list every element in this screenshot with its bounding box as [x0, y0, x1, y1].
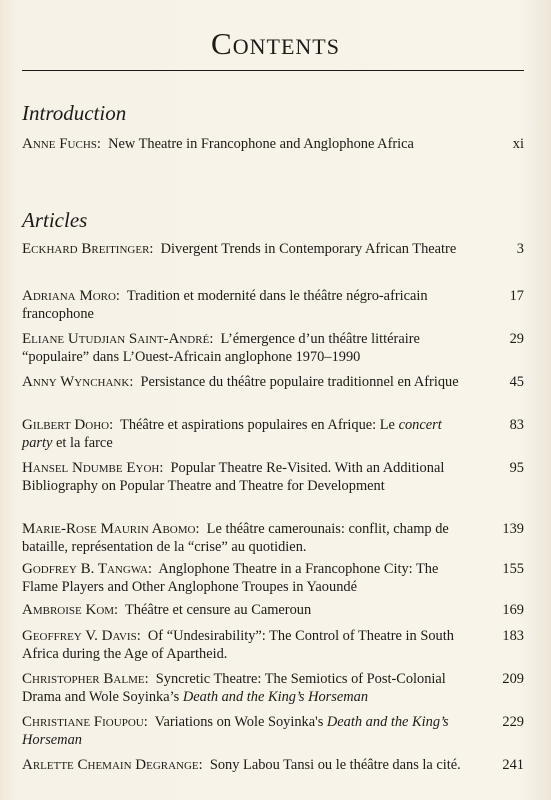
toc-entry[interactable] [22, 756, 524, 774]
entry-page-number: 17 [509, 288, 524, 304]
toc-entry[interactable] [22, 520, 524, 557]
toc-entry[interactable] [22, 373, 524, 391]
toc-entry[interactable] [22, 627, 524, 664]
toc-entry[interactable] [22, 135, 524, 153]
entry-title-part: Variations on Wole Soyinka's [154, 714, 327, 730]
entry-text: Hansel Ndumbe Eyoh: Popular Theatre Re-Visited. With an Additional Bibliography on Popular Theatre and Theatre for Development [22, 460, 445, 495]
entry-text: Christiane Fioupou: Variations on Wole Soyinka's Death and the King’s Horseman [22, 714, 449, 749]
entry-author: Eckhard Breitinger [22, 241, 150, 257]
entry-page-number: 83 [509, 417, 524, 433]
entry-text: Marie-Rose Maurin Abomo: Le théâtre camerounais: conflit, champ de bataille, représentation de la “crise” au quotidien. [22, 521, 449, 556]
toc-entry[interactable] [22, 560, 524, 597]
entry-title: Théâtre et censure au Cameroun [124, 602, 312, 618]
entry-title: Persistance du théâtre populaire traditionnel en Afrique [140, 374, 459, 390]
entry-author: Christiane Fioupou [22, 714, 144, 730]
entry-page-number: 209 [502, 671, 524, 687]
entry-text: Adriana Moro: Tradition et modernité dans le théâtre négro-africain francophone [22, 288, 428, 323]
entry-author: Godfrey B. Tangwa [22, 561, 148, 577]
entry-text: Eckhard Breitinger: Divergent Trends in Contemporary African Theatre [22, 241, 457, 257]
entry-title-italic: concert party [22, 417, 442, 452]
entry-author: Hansel Ndumbe Eyoh [22, 460, 160, 476]
entry-text: Geoffrey V. Davis: Of “Undesirability”: The Control of Theatre in South Africa during the Age of Apartheid. [22, 628, 454, 663]
entry-text: Anny Wynchank: Persistance du théâtre populaire traditionnel en Afrique [22, 374, 459, 390]
entry-text: Gilbert Doho: Théâtre et aspirations populaires en Afrique: Le concert party et la farce [22, 417, 442, 452]
entry-title: New Theatre in Francophone and Anglophone Africa [108, 136, 414, 152]
entry-author: Arlette Chemain Degrange [22, 757, 199, 773]
entry-author: Gilbert Doho [22, 417, 110, 433]
entry-text: Christopher Balme: Syncretic Theatre: The Semiotics of Post-Colonial Drama and Wole Soyinka’s Death and the King’s Horseman [22, 671, 446, 706]
entry-text: Arlette Chemain Degrange: Sony Labou Tansi ou le théâtre dans la cité. [22, 757, 461, 773]
entry-text: Anne Fuchs: New Theatre in Francophone and Anglophone Africa [22, 136, 414, 152]
entry-author: Adriana Moro [22, 288, 116, 304]
toc-entry[interactable] [22, 670, 524, 707]
entry-author: Christopher Balme [22, 671, 145, 687]
entry-title-part: Théâtre et aspirations populaires en Afrique: Le [120, 417, 399, 433]
toc-entry[interactable] [22, 601, 524, 619]
entry-page-number: 45 [509, 374, 524, 390]
entry-page-number: 169 [502, 602, 524, 618]
entry-title-italic: Death and the King’s Horseman [182, 689, 369, 706]
section-heading-introduction: Introduction [22, 101, 127, 125]
entry-title: Tradition et modernité dans le théâtre négro-africain francophone [22, 288, 428, 323]
entry-author: Marie-Rose Maurin Abomo [22, 521, 196, 537]
entry-text: Ambroise Kom: Théâtre et censure au Cameroun [22, 602, 312, 618]
entry-title: Divergent Trends in Contemporary African Theatre [160, 241, 457, 257]
entry-page-number: 183 [502, 628, 524, 644]
entry-page-number: 155 [502, 561, 524, 577]
toc-entry[interactable] [22, 416, 524, 453]
entry-title: Le théâtre camerounais: conflit, champ de bataille, représentation de la “crise” au quotidien. [22, 521, 449, 556]
entry-author: Anny Wynchank [22, 374, 130, 390]
entry-author: Eliane Utudjian Saint-André [22, 331, 210, 347]
entry-page-number: 241 [502, 757, 524, 773]
entry-text: Eliane Utudjian Saint-André: L’émergence d’un théâtre littéraire “populaire” dans L’Ouest-Africain anglophone 1970–1990 [22, 331, 420, 366]
title-rule [22, 70, 524, 71]
entry-title: Anglophone Theatre in a Francophone City: The Flame Players and Other Anglophone Troupes in Yaoundé [22, 561, 439, 596]
toc-entry[interactable] [22, 240, 524, 258]
entry-author: Ambroise Kom [22, 602, 115, 618]
entry-title-italic: Death and the King’s Horseman [22, 714, 449, 749]
entry-page-number: 139 [502, 521, 524, 537]
entry-title-part: et la farce [52, 435, 113, 452]
entry-text: Godfrey B. Tangwa: Anglophone Theatre in a Francophone City: The Flame Players and Other Anglophone Troupes in Yaoundé [22, 561, 439, 596]
entry-author: Geoffrey V. Davis [22, 628, 137, 644]
toc-entry[interactable] [22, 330, 524, 367]
entry-title: Sony Labou Tansi ou le théâtre dans la cité. [209, 757, 461, 773]
toc-entry[interactable] [22, 459, 524, 496]
entry-title: Of “Undesirability”: The Control of Theatre in South Africa during the Age of Apartheid. [22, 628, 454, 663]
entry-page-number: xi [512, 136, 524, 152]
entry-page-number: 29 [509, 331, 524, 347]
section-heading-articles: Articles [22, 208, 88, 232]
page-title: Contents [211, 26, 340, 61]
entry-title-part: Syncretic Theatre: The Semiotics of Post-Colonial Drama and Wole Soyinka’s [22, 671, 446, 706]
entry-title: Popular Theatre Re-Visited. With an Additional Bibliography on Popular Theatre and Theatre for Development [22, 460, 445, 495]
entry-title: L’émergence d’un théâtre littéraire “populaire” dans L’Ouest-Africain anglophone 1970–1990 [22, 331, 420, 366]
entry-page-number: 3 [516, 241, 524, 257]
entry-page-number: 95 [509, 460, 524, 476]
toc-entry[interactable] [22, 287, 524, 324]
entry-author: Anne Fuchs [22, 136, 97, 152]
entry-page-number: 229 [502, 714, 524, 730]
toc-entry[interactable] [22, 713, 524, 750]
